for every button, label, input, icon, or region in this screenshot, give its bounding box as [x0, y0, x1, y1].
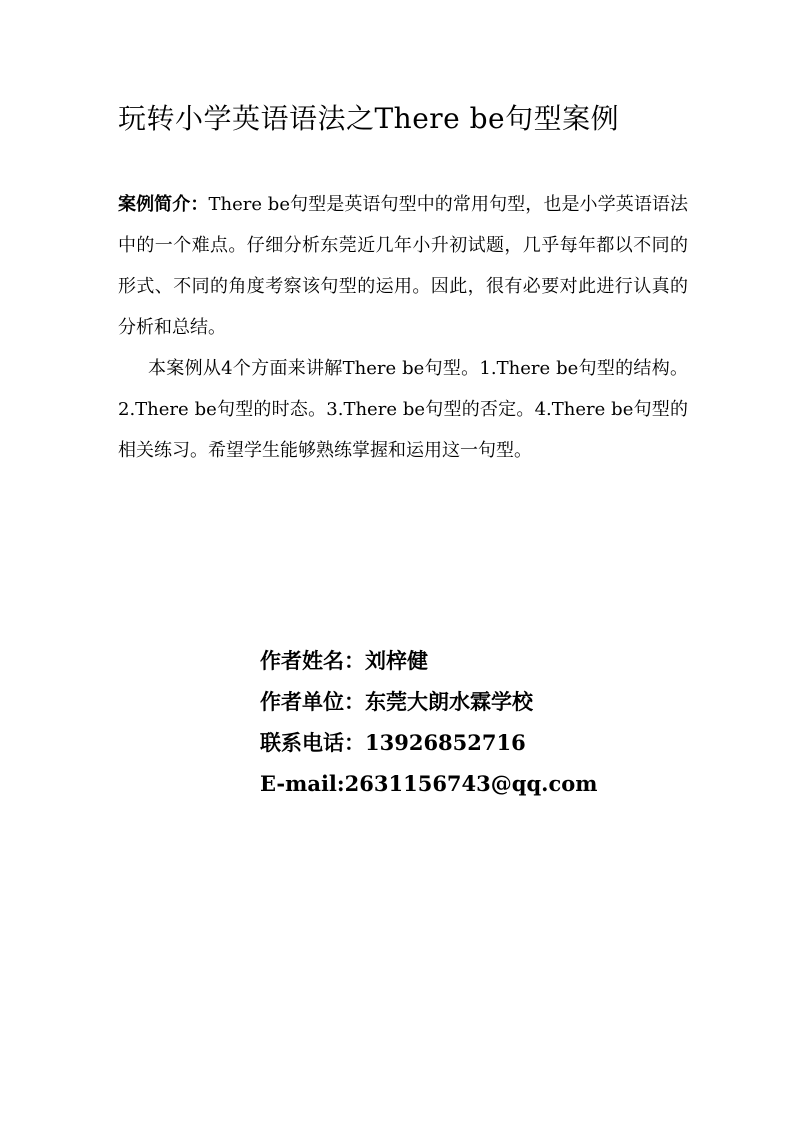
author-unit: 作者单位：东莞大朗水霖学校: [260, 689, 533, 714]
author-info: [260, 640, 597, 804]
author-phone: 联系电话：13926852716: [260, 730, 526, 755]
author-name: 作者姓名：刘梓健: [260, 648, 428, 673]
author-email: E-mail:2631156743@qq.com: [260, 771, 598, 796]
case-introduction: [118, 184, 688, 471]
document-title: 玩转小学英语语法之There be句型案例: [118, 102, 620, 135]
intro-paragraph-1-text: There be句型是英语句型中的常用句型，也是小学英语语法中的一个难点。仔细分析东莞近几年小升初试题，几乎每年都以不同的形式、不同的角度考察该句型的运用。因此，很有必要对此进行认真的分析和总结。: [118, 194, 689, 338]
intro-paragraph-2: 本案例从4个方面来讲解There be句型。1.There be句型的结构。2.There be句型的时态。3.There be句型的否定。4.There be句型的相关练习。希望学生能够熟练掌握和运用这一句型。: [118, 358, 688, 461]
intro-paragraph-1: [118, 184, 688, 348]
intro-label: 案例简介：: [118, 194, 209, 215]
